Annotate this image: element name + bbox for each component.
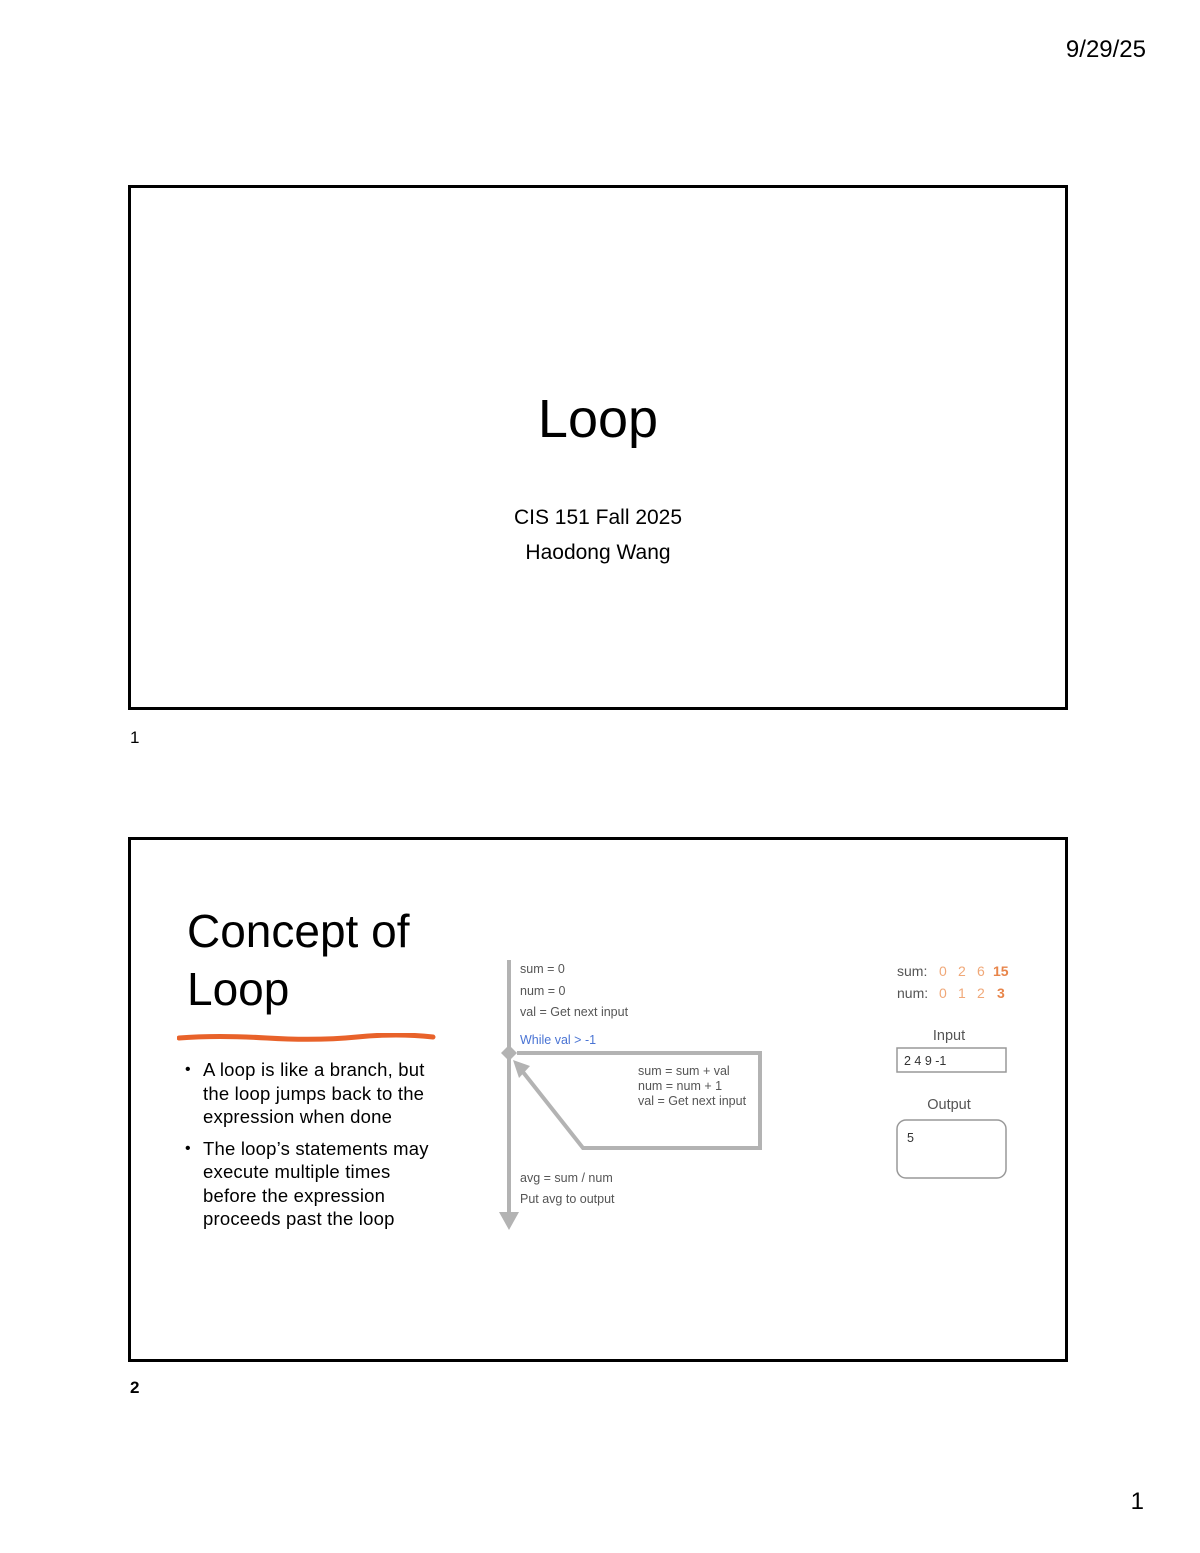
- loop-body-statement: num = num + 1: [638, 1079, 723, 1093]
- output-label: Output: [927, 1097, 971, 1113]
- bullet-item: • A loop is like a branch, but the loop jumps back to the expression when done: [185, 1058, 435, 1129]
- flow-init-statement: val = Get next input: [520, 1005, 629, 1019]
- trace-num-value: 2: [977, 985, 985, 1001]
- flow-arrow-down: [499, 1212, 519, 1230]
- decision-diamond: [501, 1045, 517, 1061]
- trace-sum-value: 15: [993, 963, 1009, 979]
- slide-title: Loop: [537, 389, 659, 449]
- loop-condition: While val > -1: [520, 1033, 597, 1047]
- flow-init-statement: num = 0: [520, 984, 566, 998]
- trace-sum-label: sum:: [897, 963, 928, 979]
- trace-sum-value: 0: [939, 963, 947, 979]
- input-values: 2 4 9 -1: [904, 1054, 947, 1068]
- course-name: CIS 151 Fall 2025: [513, 506, 683, 529]
- flow-init-statement: sum = 0: [520, 962, 565, 976]
- output-value: 5: [907, 1131, 914, 1145]
- trace-num-value: 0: [939, 985, 947, 1001]
- slide-1[interactable]: [128, 185, 1068, 710]
- loop-body-statement: val = Get next input: [638, 1094, 747, 1108]
- trace-num-value: 3: [997, 985, 1005, 1001]
- slide-2[interactable]: [128, 837, 1068, 1362]
- page-number: 1: [1130, 1488, 1144, 1515]
- page-date: 9/29/25: [1065, 36, 1146, 63]
- trace-sum-value: 6: [977, 963, 985, 979]
- trace-sum-value: 2: [958, 963, 966, 979]
- slide-title: Concept of Loop: [187, 905, 410, 1015]
- trace-num-value: 1: [958, 985, 966, 1001]
- bullet-item: • The loop’s statements may execute multiple times before the expression proceeds past the loop: [185, 1137, 435, 1231]
- loop-body-statement: sum = sum + val: [638, 1064, 730, 1078]
- slide-number: 1: [130, 728, 140, 747]
- slide-number: 2: [130, 1378, 140, 1397]
- after-loop-statement: avg = sum / num: [520, 1171, 613, 1185]
- loop-flow-diagram: [131, 840, 1065, 1359]
- trace-num-label: num:: [897, 985, 929, 1001]
- after-loop-statement: Put avg to output: [520, 1192, 615, 1206]
- input-label: Input: [932, 1028, 966, 1044]
- output-box: [897, 1120, 1006, 1178]
- author-name: Haodong Wang: [525, 541, 671, 564]
